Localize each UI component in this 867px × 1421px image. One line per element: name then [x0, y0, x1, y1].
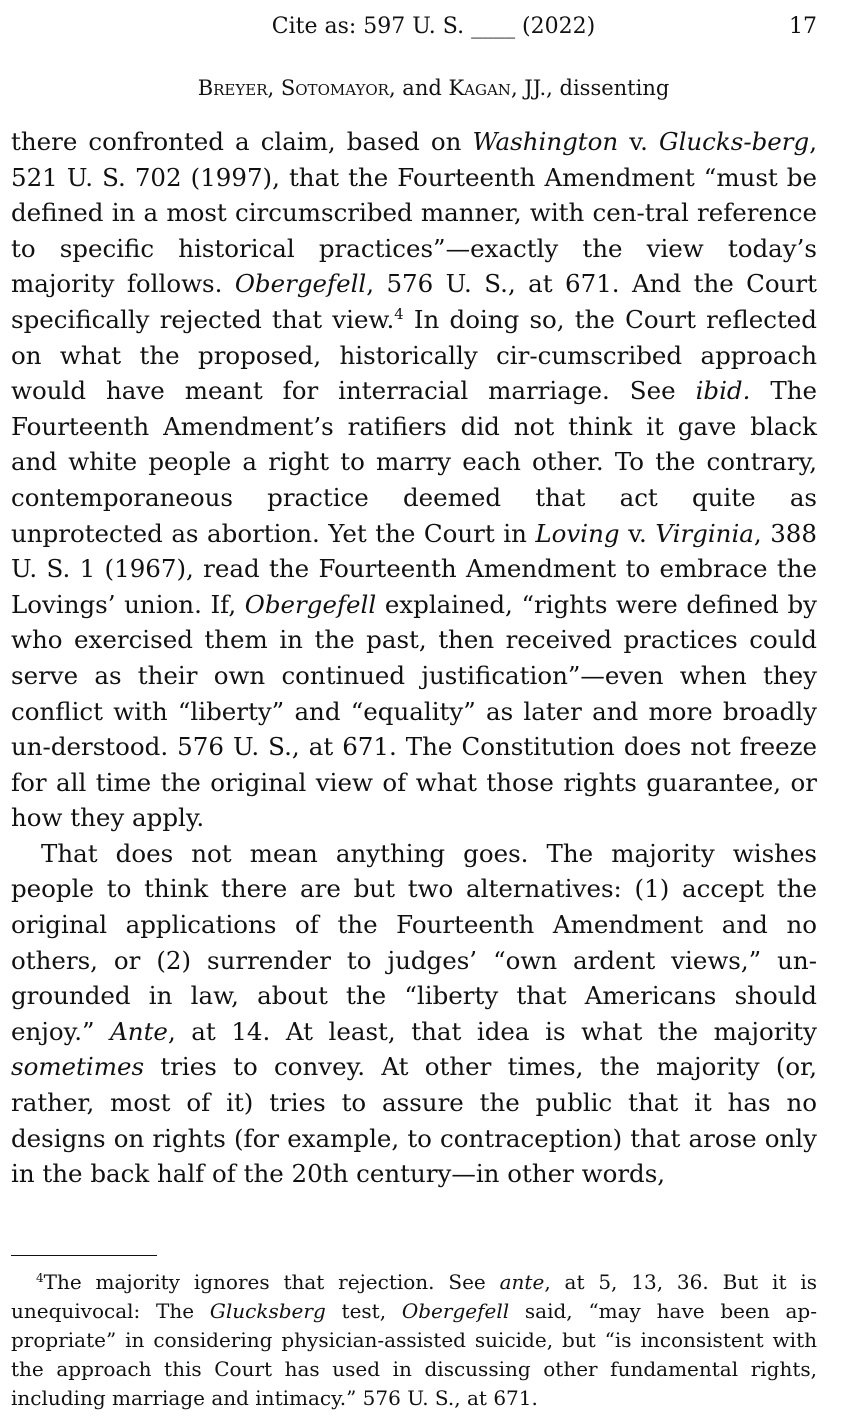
- footnote-paragraph: [11, 1268, 817, 1413]
- text-run: , 576 U. S., at 671. And the Court specifically rejected that view.: [11, 269, 817, 334]
- text-run: explained, “rights were defined by who exercised them in the past, then received practices could serve as their own continued justification”—even when they conflict with “liberty” and “equality” as later and more broadly un-derstood. 576 U. S., at 671. The Constitution does not freeze for all time the original view of what those rights guarantee, or how they apply.: [11, 589, 817, 833]
- emphasis: sometimes: [11, 1052, 145, 1082]
- running-sep-2: , and: [388, 76, 449, 100]
- text-run: That does not mean anything goes. The majority wishes people to think there are but two alternatives: (1) accept the original applications of the Fourteenth Amendment and no others, or (2) surrender to judges’ “own ardent views,” un-grounded in law, about the “liberty that Americans should enjoy.”: [11, 838, 817, 1046]
- footnote-ref[interactable]: 4: [394, 306, 404, 324]
- text-run: The majority ignores that rejection. See: [43, 1270, 500, 1294]
- case-name: Loving: [535, 518, 620, 548]
- text-run: , at 5, 13, 36. But it is unequivocal: The: [11, 1270, 817, 1323]
- case-name: Obergefell: [244, 589, 377, 619]
- page-header: [0, 12, 867, 44]
- case-name: Glucks-berg: [659, 127, 810, 156]
- running-tail: , JJ., dissenting: [510, 76, 670, 100]
- case-name: Obergefell: [401, 1299, 510, 1323]
- case-name: Washington: [472, 127, 619, 156]
- text-run: In doing so, the Court reflected on what the proposed, historically cir-cumscribed approach would have meant for interracial marriage. See: [11, 304, 817, 406]
- footnote-divider: [11, 1255, 157, 1256]
- citation-line: Cite as: 597 U. S. ____ (2022): [271, 14, 596, 39]
- case-name: Glucksberg: [209, 1299, 326, 1323]
- justice-kagan: Kagan: [448, 76, 511, 100]
- text-run: tries to convey. At other times, the majority (or, rather, most of it) tries to assure the public that it has no designs on rights (for example, to contraception) that arose only in the back half of the 20th century—in other words,: [11, 1052, 817, 1189]
- running-head: [0, 76, 867, 100]
- text-run: test,: [325, 1299, 402, 1323]
- case-name: Virginia: [655, 518, 754, 548]
- opinion-body: [11, 124, 817, 1192]
- justice-sotomayor: Sotomayor: [280, 76, 389, 100]
- footnote-4: [11, 1268, 817, 1413]
- case-name: Obergefell: [234, 269, 367, 299]
- paragraph-1: [11, 124, 817, 836]
- text-run: , at 14. At least, that idea is what the majority: [167, 1016, 817, 1046]
- citation-signal: Ante: [110, 1016, 168, 1046]
- paragraph-2: [11, 836, 817, 1192]
- citation-signal: ibid.: [695, 376, 751, 406]
- text-run: v.: [619, 518, 656, 548]
- text-run: v.: [618, 127, 659, 156]
- citation-signal: ante: [499, 1270, 545, 1294]
- text-run: there confronted a claim, based on: [11, 127, 473, 156]
- text-run: The Fourteenth Amendment’s ratifiers did not think it gave black and white people a right to marry each other. To the contrary, contemporaneous practice deemed that act quite as unprotected as abortion. Yet the Court in: [11, 376, 817, 548]
- text-run: said, “may have been ap-propriate” in considering physician-assisted suicide, but “is inconsistent with the approach this Court has used in discussing other fundamental rights, including marriage and intimacy.” 576 U. S., at 671.: [11, 1299, 817, 1410]
- text-run: , 521 U. S. 702 (1997), that the Fourteenth Amendment “must be defined in a most circumscribed manner, with cen-tral reference to specific historical practices”—exactly the view today’s majority follows.: [11, 127, 817, 299]
- text-run: , 388 U. S. 1 (1967), read the Fourteenth Amendment to embrace the Lovings’ union. If,: [11, 518, 817, 619]
- running-sep-1: ,: [267, 76, 281, 100]
- page-number: 17: [789, 14, 817, 39]
- justice-breyer: Breyer: [197, 76, 268, 100]
- footnote-marker: 4: [36, 1270, 44, 1285]
